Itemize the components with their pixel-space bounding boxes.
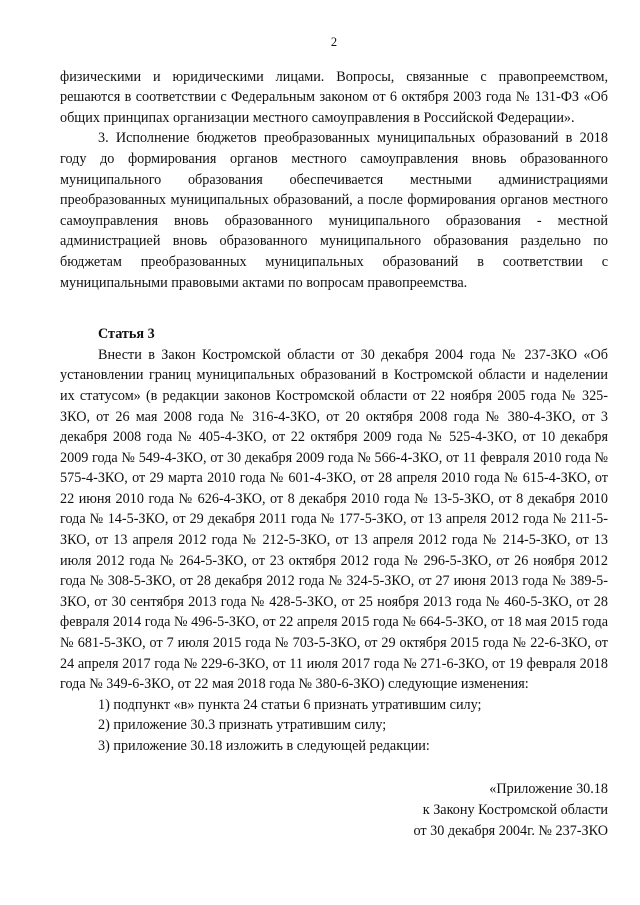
list-item: 2) приложение 30.3 признать утратившим силу; [98,717,387,734]
appendix-header [60,779,608,842]
paragraph-3: 3. Исполнение бюджетов преобразованных муниципальных образований в 2018 году до формирования органов местного самоуправления вновь образованного муниципального образования обеспечивается местными администрациями преобразованных муниципальных образований, а после формирования органов местного самоуправления вновь образованного муниципального образования - местной администрацией вновь образованного муниципального образования раздельно по бюджетам преобразованных муниципальных образований в соответствии с муниципальными правовыми актами по вопросам правопреемства. [60,130,608,291]
appendix-title: «Приложение 30.18 [489,780,608,797]
article-body: Внести в Закон Костромской области от 30 декабря 2004 года № 237-ЗКО «Об установлении границ муниципальных образований в Костромской области и наделении их статусом» (в редакции законов Костромской области от 22 ноября 2005 года № 325-ЗКО, от 26 мая 2008 года № 316-4-ЗКО, от 20 октября 2008 года № 380-4-ЗКО, от 3 декабря 2008 года № 405-4-ЗКО, от 22 октября 2009 года № 525-4-ЗКО, от 10 декабря 2009 года № 549-4-ЗКО, от 30 декабря 2009 года № 566-4-ЗКО, от 11 февраля 2010 года № 575-4-ЗКО, от 29 марта 2010 года № 601-4-ЗКО, от 28 апреля 2010 года № 615-4-ЗКО, от 22 июня 2010 года № 626-4-ЗКО, от 8 декабря 2010 года № 13-5-ЗКО, от 8 декабря 2010 года № 14-5-ЗКО, от 29 декабря 2011 года № 177-5-ЗКО, от 13 апреля 2012 года № 211-5-ЗКО, от 13 апреля 2012 года № 212-5-ЗКО, от 13 апреля 2012 года № 214-5-ЗКО, от 13 июля 2012 года № 264-5-ЗКО, от 23 октября 2012 года № 296-5-ЗКО, от 26 ноября 2012 года № 308-5-ЗКО, от 28 декабря 2012 года № 324-5-ЗКО, от 27 июня 2013 года № 389-5-ЗКО, от 30 сентября 2013 года № 428-5-ЗКО, от 25 ноября 2013 года № 460-5-ЗКО, от 28 февраля 2014 года № 496-5-ЗКО, от 22 апреля 2015 года № 664-5-ЗКО, от 18 мая 2015 года № 681-5-ЗКО, от 7 июля 2015 года № 703-5-ЗКО, от 29 октября 2015 года № 22-6-ЗКО, от 24 апреля 2017 года № 229-6-ЗКО, от 11 июля 2017 года № 271-6-ЗКО, от 19 февраля 2018 года № 349-6-ЗКО, от 22 мая 2018 года № 380-6-ЗКО) следующие изменения: [60,346,608,693]
article-heading: Статья 3 [98,326,155,343]
list-item: 3) приложение 30.18 изложить в следующей редакции: [98,738,430,754]
page-number: 2 [330,35,338,49]
document-page [60,32,608,842]
list-item: 1) подпункт «в» пункта 24 статьи 6 признать утратившим силу; [98,696,482,713]
appendix-law-reference: к Закону Костромской области [422,801,608,818]
appendix-law-date: от 30 декабря 2004г. № 237-ЗКО [413,822,608,839]
amendment-list [60,695,608,757]
continuation-paragraph: физическими и юридическими лицами. Вопросы, связанные с правопреемством, решаются в соответствии с Федеральным законом от 6 октября 2003 года № 131-ФЗ «Об общих принципах организации местного самоуправления в Российской Федерации». [60,68,608,126]
